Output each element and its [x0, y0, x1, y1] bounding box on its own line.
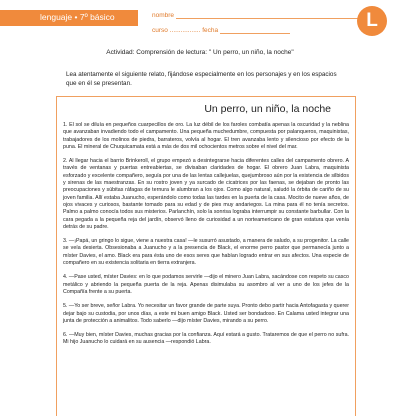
- logo-letter: L: [366, 10, 378, 31]
- fecha-label: fecha: [202, 27, 219, 34]
- grade-label: 7º básico: [79, 12, 115, 22]
- activity-title: Actividad: Comprensión de lectura: " Un perro, un niño, la noche": [106, 49, 294, 56]
- lenguaje-logo-icon: [357, 6, 387, 36]
- nombre-label: nombre: [152, 12, 175, 19]
- instructions: Lea atentamente el siguiente relato, fijándose especialmente en los personajes y en los espacios que en él se presentan.: [66, 71, 337, 87]
- story-paragraph: 6. —Muy bien, míster Davies, muchas gracias por la confianza. Aquí estará a gusto. Trataremos de que el perro no sufra. Mi hijo Juanucho lo cuidará en su ausencia —respondió Labra.: [63, 332, 349, 346]
- story-paragraph: 1. El sol se diluía en pequeños cuarpecillos de oro. La luz débil de los faroles combatía apenas la oscuridad y la neblina que avanzaban invadiendo todo el campamento. Una pequeña muchedumbre, compuesta por palanqueros, maquinistas, trabajadores de los molinos de piedra, barrateros, volvía al hogar. El tren avanzaba lento y silencioso por efecto de la puna. El mineral de Chuquicamata está a más de dos mil ochocientos metros sobre el nivel del mar.: [63, 122, 349, 150]
- fecha-line[interactable]: [220, 33, 290, 34]
- subject-grade-label: [40, 12, 115, 22]
- story-paragraph: 5. —Yo ser breve, señor Labra. Yo necesitar un favor grande de parte suya. Pronto debo partir hacia Antofagasta y querer dejar bajo su custodia, por unos días, a este mi buen amigo Black. Usted ser bondadoso. En Calama usted integrar una junta de protección a animalitos. Todo saberlo —dijo míster Davies, mirando a su perro.: [63, 303, 349, 324]
- story-paragraph: 2. Al llegar hacia el barrio Brinkeroll, el grupo empezó a desintegrarse hacia diferentes calles del campamento obrero. A través de ventanas y puertas entreabiertas, se divisaban claridades de hogar. El obrero Juan Labra, maquinista esforzado y excelente compañero, seguía por una de las lentas callejuelas, quejumbroso aún por la existencia de silbidos y sirenas de las maestranzas. En su rostro joven y ya surcado de cicatrices por las faenas, se dejaban de pronto las preocupaciones y súbitas ráfagas de ternura le alumbran a los ojos. Como algo natural, saludó la órbita de cariño de su joven familia. Allí estaba Juanucho, esperándolo como todas las tardes en la puerta de la casa. Mocito de nueve años, de ojos vivaces y curiosos, bastante tomado para su edad y de pies muy andariegos. La mina para él no tenía secretos. Palmo a palmo conocía todos sus misterios. Parlanchín, solo la sonrisa lograba interrumpir su constante barbullar. Con la cara pegada a la pequeña reja del jardín, observó lleno de curiosidad a un norteamericano de gran estatura que venía detrás de su padre.: [63, 158, 349, 230]
- nombre-field[interactable]: [152, 12, 366, 19]
- curso-fecha-field[interactable]: [152, 27, 290, 34]
- story-title: Un perro, un niño, la noche: [204, 103, 331, 115]
- separator-dot: •: [74, 12, 78, 22]
- curso-dots[interactable]: .................: [169, 27, 201, 34]
- story-paragraph: 4. —Pase usted, míster Davies: en lo que podamos servirle —dijo el minero Juan Labra, sacándose con respeto su casco metálico y abriendo la pequeña puerta de la reja. Apenas disimulaba su asombro al ver a uno de los jefes de la Compañía frente a su puerta.: [63, 274, 349, 295]
- story-box: [56, 96, 356, 416]
- nombre-line[interactable]: [176, 18, 366, 19]
- curso-label: curso: [152, 27, 168, 34]
- subject-label: lenguaje: [40, 12, 73, 22]
- story-paragraph: 3. —¡Papá, un gringo lo sigue, viene a nuestra casa! —le susurró asustado, a manera de saludo, a su progenitor. La calle se veía desierta. Obsesionaba a Juanucho y a la presencia de Black, el enorme perro pastor que permanecía junto a míster Davies, el amo. Black era para ésta uno de esos seres que habían logrado entrar en sus afectos. Una especie de compañero en su existencia solitaria en tierra extranjera.: [63, 238, 349, 267]
- header-bar: [0, 10, 138, 26]
